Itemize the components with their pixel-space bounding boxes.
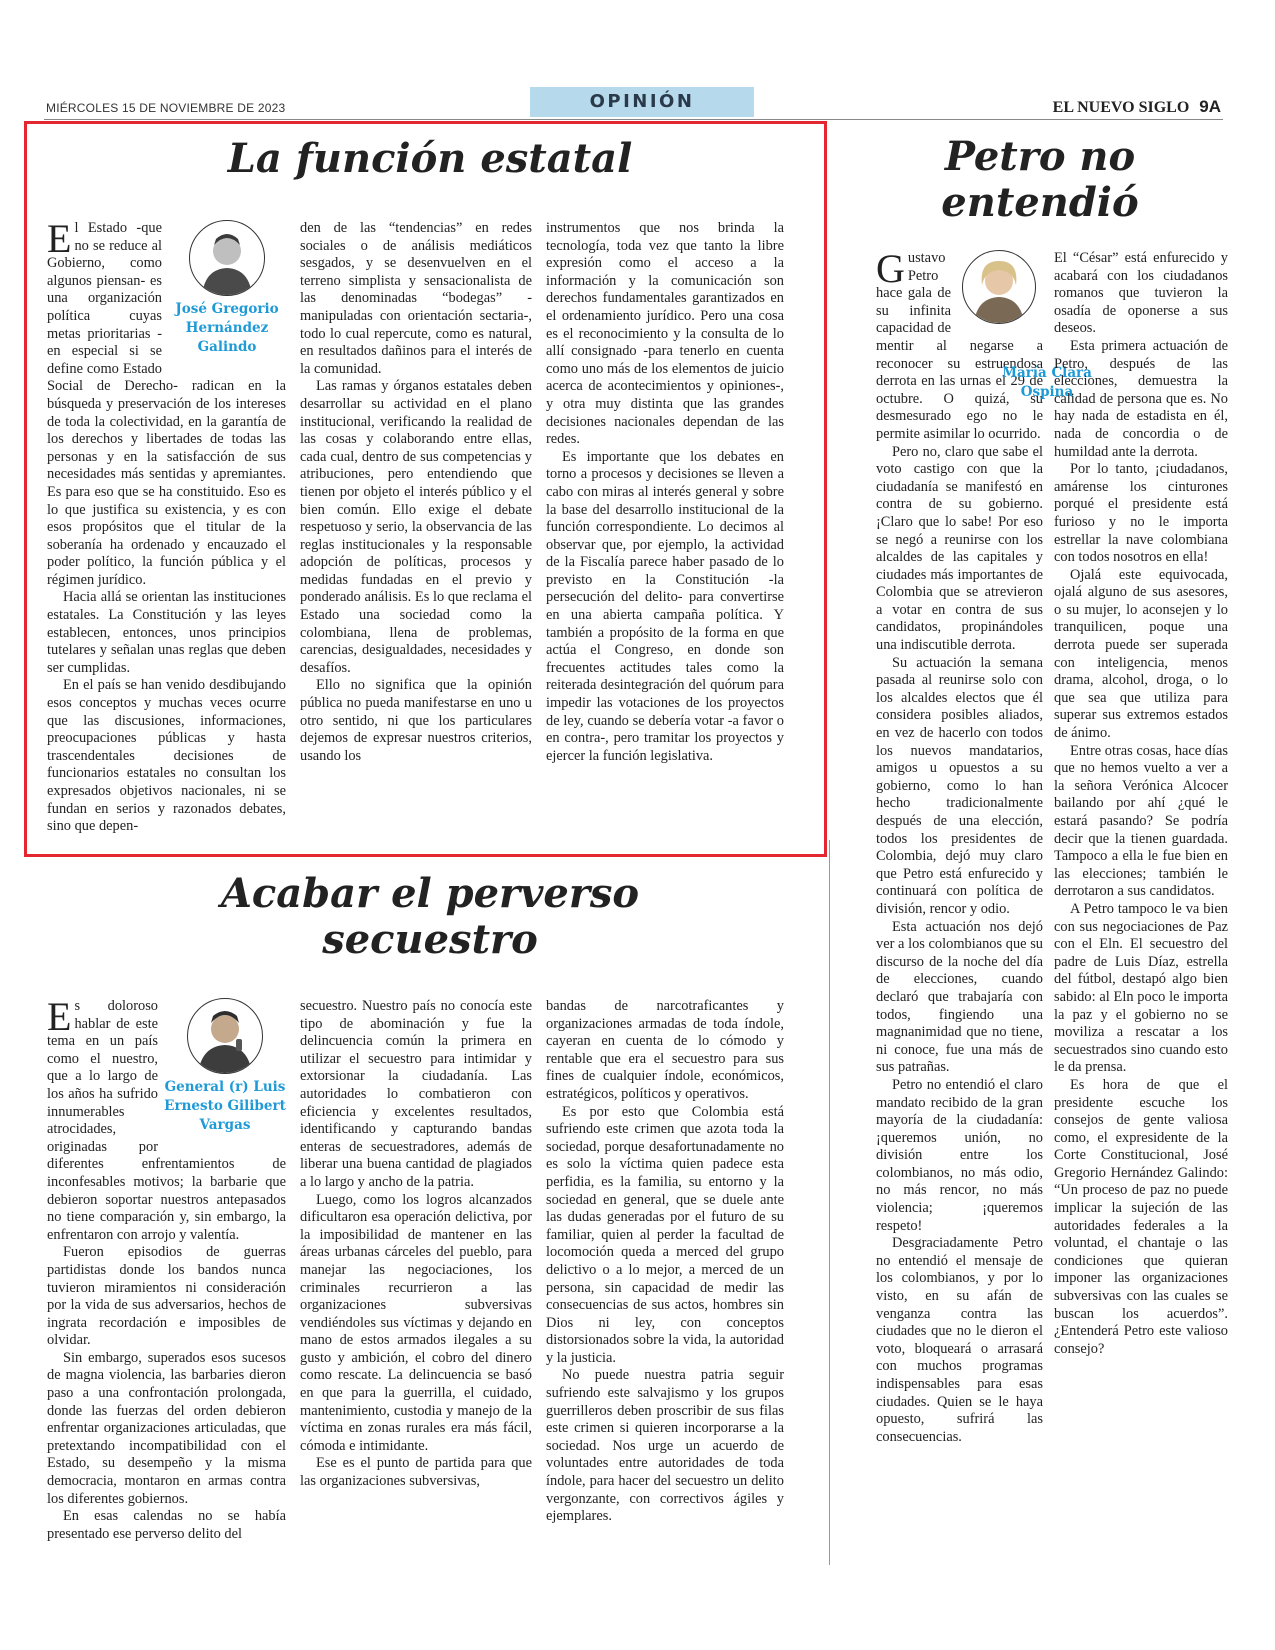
paragraph: Entre otras cosas, hace días que no hemos vuelto a ver a la señora Verónica Alcocer bailando por ahí ¿qué le estará pasando? Se podría decir que la tienen guardada. Tampoco a ella le fue bien en las elecciones; también le derrotaron a sus candidatos. [1054, 742, 1228, 900]
article-column [300, 998, 532, 1568]
paragraph: Fueron episodios de guerras partidistas donde los bandos nunca tuvieron miramientos ni consideración por la vida de sus adversarios, hechos de ingrata recordación e imposibles de olvidar. [47, 1244, 286, 1349]
paragraph: Es hora de que el presidente escuche los consejos de gente valiosa como, el expresidente de la Corte Constitucional, José Gregorio Hernández Galindo: “Un proceso de paz no puede implicar la sujeción de las autoridades federales a la voluntad, el chantaje o las condiciones que quieran imponer las organizaciones subversivas con las cuales se buscan los acuerdos”. ¿Entenderá Petro este valioso consejo? [1054, 1076, 1228, 1357]
paragraph: den de las “tendencias” en redes sociales o de análisis mediáticos sesgados, y se desenvuelven en el terreno simplista y sensacionalista de las denominadas “bodegas” -manipuladas con orientación sectaria-, todo lo cual repercute, como es natural, en resultados dañinos para el interés de la comunidad. [300, 220, 532, 377]
author-block [955, 250, 1043, 328]
article-column [47, 220, 286, 845]
author-photo [962, 250, 1036, 324]
article-column [546, 220, 784, 845]
paragraph: Luego, como los logros alcanzados dificultaron esa operación delictiva, por la imposibilidad de mantener en las áreas urbanas cárceles del pueblo, para manejar las negociaciones, los criminales recurrieron a las organizaciones subversivas vendiéndoles sus víctimas y dejando en mano de estos armados ilegales a su gusto y ambición, el cobro del dinero como rescate. La delincuencia se basó en que para la guerrilla, el cuidado, mantenimiento, custodia y manejo de la víctima en zonas rurales era más fácil, cómoda e intimidante. [300, 1191, 532, 1454]
paragraph: bandas de narcotraficantes y organizaciones armadas de toda índole, cayeran en cuenta de lo cómodo y rentable que era el secuestro para sus fines de cualquier índole, económicos, estratégicos, políticos y operativos. [546, 998, 784, 1102]
paragraph: Su actuación la semana pasada al reunirse solo con los alcaldes electos que él considera posibles aliados, en vez de hacerlo con todos los nuevos mandatarios, amigos u opuestos a su gobierno, como lo han hecho tradicionalmente después de una elección, todos los presidentes de Colombia, dejó muy claro que Petro está enfurecido y continuará con política de división, rencor y odio. [876, 654, 1043, 917]
page-number: 9A [1199, 97, 1221, 116]
section-label: OPINIÓN [530, 87, 754, 117]
paragraph: Ojalá este equivocada, ojalá alguno de sus asesores, o su mujer, lo aconsejen y lo tranquilicen, poque una derrota puede ser superada con inteligencia, menos drama, alcohol, droga, o lo que sea que utiliza para superar sus extremos estados de ánimo. [1054, 566, 1228, 742]
drop-cap: G [876, 250, 905, 291]
article-title-text: Acabar el perverso secuestro [220, 870, 640, 963]
article-column [47, 998, 286, 1568]
paragraph: Ello no significa que la opinión pública no pueda manifestarse en uno u otro sentido, ni que los particulares dejemos de expresar nuestros criterios, usando los [300, 677, 532, 764]
article-title [860, 134, 1220, 226]
paragraph: Gustavo Petro hace gala de su infinita capacidad de mentir al negarse a reconocer su estruendosa derrota en las urnas el 29 de octubre. O quizá, su desmesurado ego no le permite asimilar lo ocurrido. [876, 250, 1043, 442]
paragraph: En esas calendas no se había presentado ese perverso delito del [47, 1508, 286, 1542]
newspaper-masthead [1053, 97, 1221, 117]
paragraph: Desgraciadamente Petro no entendió el mensaje de los colombianos, y por lo visto, en su afán de venganza contra las ciudades que no le dieron el voto, bloqueará o arrasará con muchos programas indispensables para esas ciudades. Quien se le haya opuesto, sufrirá las consecuencias. [876, 1235, 1043, 1445]
author-photo [187, 998, 263, 1074]
issue-date: MIÉRCOLES 15 DE NOVIEMBRE DE 2023 [46, 101, 286, 115]
drop-cap: E [47, 220, 72, 261]
author-name: General (r) Luis Ernesto Gilibert Vargas [164, 1079, 286, 1133]
author-name: José Gregorio Hernández Galindo [175, 301, 279, 355]
article-column [1054, 250, 1228, 1568]
article-column [876, 250, 1043, 1568]
paragraph: Esta actuación nos dejó ver a los colombianos que su discurso de la noche del día de elecciones, cuando declaró que trabajaría con todos, fingiendo una magnanimidad que no tiene, ni conoce, fue una más de sus patrañas. [876, 918, 1043, 1076]
newspaper-name: EL NUEVO SIGLO [1052, 99, 1190, 116]
article-title [40, 871, 820, 963]
paragraph: Es por esto que Colombia está sufriendo este crimen que azota toda la sociedad, porque desafortunadamente no es solo la víctima quien padece esta perfidia, es la familia, su entorno y la sociedad en general, que se duele ante las dudas generadas por el futuro de su familiar, quien al perder la facultad de locomoción queda a merced del grupo delictivo o a lo mejor, a merced de un persona, sin capacidad de medir las consecuencias de sus actos, hombres sin Dios ni ley, con conceptos distorsionados sobre la vida, la autoridad y la justicia. [546, 1103, 784, 1366]
paragraph: No puede nuestra patria seguir sufriendo este salvajismo y los grupos guerrilleros deben proscribir de sus filas este crimen si quieren incorporarse a la sociedad. Nos urge un acuerdo de voluntades entre autoridades de toda índole, para hacer del secuestro un delito vergonzante, con correctivos ágiles y ejemplares. [546, 1367, 784, 1525]
article-column [300, 220, 532, 845]
paragraph: Es importante que los debates en torno a procesos y decisiones se lleven a cabo con miras al interés general y sobre la base del desarrollo institucional de la función correspondiente. Lo decimos al observar que, por ejemplo, la actividad de la Fiscalía parece haber pasado de lo previsto en la Constitución -la persecución del delito- para convertirse en una abierta campaña política. Y también a propósito de la forma en que actúa el Congreso, en donde son frecuentes actitudes tales como la reiterada desintegración del quórum para impedir las votaciones de los proyectos de ley, cuando se debería votar -a favor o en contra-, pero tramitar los proyectos y ejercer la función legislativa. [546, 448, 784, 764]
paragraph: Las ramas y órganos estatales deben desarrollar su actividad en el plano institucional, verificando la realidad de las cosas y colaborando entre ellas, cada cual, dentro de sus competencias y atribuciones, pero entendiendo que tienen por objeto el interés público y el bien común. Ello exige el debate respetuoso y serio, la observancia de las reglas institucionales y la responsable adopción de políticas, procesos y medidas fundadas en el previo y ponderado análisis. Es lo que reclama el Estado una sociedad como la colombiana, llena de problemas, carencias, desigualdades, necesidades y desafíos. [300, 378, 532, 676]
paragraph: instrumentos que nos brinda la tecnología, toda vez que tanto la libre expresión como el acceso a la información y la comunicación son derechos fundamentales garantizados en el ordenamiento jurídico. Pero una cosa es el reconocimiento y la consulta de lo allí consignado -para tenerlo en cuenta como uno más de los elementos de juicio acerca de acontecimientos y opiniones-, y otra muy distinta que las grandes decisiones nacionales dependan de las redes. [546, 220, 784, 448]
drop-cap: E [47, 998, 72, 1039]
article-title: La función estatal [227, 135, 633, 182]
author-block [168, 220, 286, 357]
article-column [546, 998, 784, 1568]
paragraph: Es doloroso hablar de este tema en un país como el nuestro, que a lo largo de los años ha sufrido innumerables atrocidades, originadas por diferentes enfrentamientos de inconfesables motivos; la barbarie que debieron soportar nuestros antepasados no tiene comparación y, sin embargo, la enfrentaron con arrojo y valentía. [47, 998, 286, 1243]
article-title-text: Petro no entendió [941, 133, 1139, 226]
paragraph: secuestro. Nuestro país no conocía este tipo de abominación y fue la delincuencia común la primera en utilizar el secuestro para intimidar y extorsionar la ciudadanía. Las autoridades lo combatieron con eficiencia y excelentes resultados, identificando y capturando bandas enteras de secuestradores, además de liberar una buena cantidad de plagiados a lo largo y ancho de la patria. [300, 998, 532, 1190]
author-photo [189, 220, 265, 296]
paragraph: Ese es el punto de partida para que las organizaciones subversivas, [300, 1455, 532, 1490]
paragraph: Esta primera actuación de Petro, después de las elecciones, demuestra la calidad de persona que es. No hay nada de estadista en él, nada de concordia o de humildad ante la derrota. [1054, 337, 1228, 460]
paragraph: Por lo tanto, ¡ciudadanos, amárense los cinturones porqué el presidente está furioso y no le importa estrellar la nave colombiana con todos nosotros en ella! [1054, 461, 1228, 566]
paragraph: Hacia allá se orientan las instituciones estatales. La Constitución y las leyes establecen, entonces, unos principios tutelares y señalan unas reglas que deben ser cumplidas. [47, 589, 286, 676]
header-rule [44, 119, 1223, 120]
paragraph: En el país se han venido desdibujando esos conceptos y muchas veces ocurre que las discusiones, informaciones, preocupaciones públicas y hasta trascendentales decisiones de funcionarios estatales no consultan los expresados objetivos nacionales, ni se fundan en serios y razonados debates, sino que depen- [47, 677, 286, 835]
paragraph: Sin embargo, superados esos sucesos de magna violencia, las barbaries dieron paso a una confrontación prolongada, donde las fuerzas del orden debieron enfrentar organizaciones articuladas, que pretextando incompatibilidad con el Estado, su desempeño y la misma democracia, montaron en armas contra los diferentes gobiernos. [47, 1349, 286, 1507]
paragraph: Pero no, claro que sabe el voto castigo con que la ciudadanía se manifestó en contra de su gobierno. ¡Claro que lo sabe! Por eso se negó a reunirse con los alcaldes de las capitales y ciudades más importantes de Colombia que se atrevieron a votar en contra de sus candidatos, propinándoles una indiscutible derrota. [876, 443, 1043, 654]
column-divider [829, 840, 830, 1565]
paragraph: A Petro tampoco le va bien con sus negociaciones de Paz con el Eln. El secuestro del padre de Luis Díaz, estrella del fútbol, destapó algo bien sabido: al Eln poco le importa la paz y el gobierno no se moviliza a rescatar a los secuestrados sino cuando esto le da prensa. [1054, 900, 1228, 1076]
author-block [164, 998, 286, 1135]
paragraph: El “César” está enfurecido y acabará con los ciudadanos romanos que tuvieron la osadía de oponerse a sus deseos. [1054, 250, 1228, 337]
paragraph: Petro no entendió el claro mandato recibido de la gran mayoría de la ciudadanía: ¡queremos unión, no división entre los colombianos, no más odio, no más rencor, no más violencia; ¡queremos respeto! [876, 1076, 1043, 1234]
paragraph: El Estado -que no se reduce al Gobierno, como algunos piensan- es una organización política cuyas metas prioritarias -en especial si se define como Estado Social de Derecho- radican en la búsqueda y preservación de los intereses de toda la colectividad, en la garantía de los derechos y libertades de todas las personas y en la satisfacción de sus necesidades más sentidas y apremiantes. Es para eso que se ha constituido. Eso es lo que justifica su existencia, y es con esos propósitos que el titular de la soberanía ha ordenado y encauzado el poder político, la función pública y el régimen jurídico. [47, 220, 286, 588]
author-name: María Clara Ospina [1002, 365, 1092, 400]
